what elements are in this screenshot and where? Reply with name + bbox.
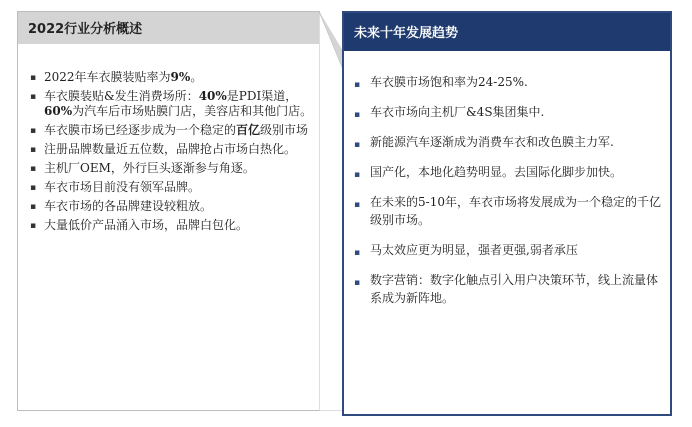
overview-item-text: 车衣膜装贴&发生消费场所： [44,89,199,103]
trend-list-item [354,133,666,151]
bullet-square-icon: ▪ [354,170,361,180]
trend-list-item [354,163,666,181]
trend-list-item [354,73,666,91]
trend-item-text: 数字营销：数字化触点引入用户决策环节，线上流量体系成为新阵地。 [370,273,659,305]
overview-highlight-text: 9% [170,70,191,84]
trend-item-text: 车衣市场向主机厂&4S集团集中. [370,105,545,119]
overview-item-text: 。 [190,70,203,84]
bullet-square-icon: ▪ [354,140,361,150]
overview-item-text: 级别市场 [260,123,309,137]
future-trends-list [354,73,666,319]
bullet-square-icon: ▪ [354,80,361,90]
overview-list-item [30,199,316,214]
overview-list-item [30,161,316,176]
overview-item-text: 主机厂OEM，外行巨头逐渐参与角逐。 [44,161,255,175]
panel-connector-shape [319,11,343,411]
bullet-square-icon: ▪ [354,200,361,210]
trend-item-text: 车衣膜市场饱和率为24-25%. [370,75,528,89]
overview-item-text: 是PDI渠道， [226,89,298,103]
future-trends-panel [342,11,672,416]
trend-item-text: 国产化，本地化趋势明显。去国际化脚步加快。 [370,165,623,179]
overview-item-text: 为汽车后市场贴膜门店，美容店和其他门店。 [72,104,313,118]
overview-item-text: 车衣市场目前没有领军品牌。 [44,180,201,194]
bullet-square-icon: ▪ [354,248,361,258]
bullet-square-icon: ▪ [30,183,37,193]
bullet-square-icon: ▪ [30,126,37,136]
overview-item-text: 车衣膜市场已经逐步成为一个稳定的 [44,123,237,137]
trend-item-text: 马太效应更为明显，强者更强,弱者承压 [370,243,578,257]
overview-item-text: 2022年车衣膜装贴率为 [44,70,171,84]
overview-list-item [30,70,316,85]
trend-list-item [354,103,666,121]
trend-list-item [354,271,666,307]
trend-item-text: 新能源汽车逐渐成为消费车衣和改色膜主力军. [370,135,614,149]
industry-overview-list [30,70,316,237]
overview-list-item [30,123,316,138]
trend-list-item [354,193,666,229]
bullet-square-icon: ▪ [30,202,37,212]
bullet-square-icon: ▪ [30,92,37,102]
overview-list-item [30,180,316,195]
overview-highlight-text: 40% [198,89,227,103]
future-trends-title: 未来十年发展趋势 [344,13,670,51]
trend-item-text: 在未来的5-10年，车衣市场将发展成为一个稳定的千亿级别市场。 [370,195,661,227]
overview-list-item [30,89,316,119]
overview-item-text: 大量低价产品涌入市场，品牌白包化。 [44,218,249,232]
overview-item-text: 注册品牌数量近五位数，品牌抢占市场白热化。 [44,142,297,156]
overview-list-item [30,142,316,157]
overview-highlight-text: 60% [44,104,73,118]
bullet-square-icon: ▪ [30,73,37,83]
overview-item-text: 车衣市场的各品牌建设较粗放。 [44,199,213,213]
overview-highlight-text: 百亿 [236,123,261,137]
industry-overview-panel [17,11,320,411]
bullet-square-icon: ▪ [30,221,37,231]
industry-overview-title: 2022行业分析概述 [18,12,319,44]
bullet-square-icon: ▪ [354,110,361,120]
bullet-square-icon: ▪ [354,278,361,288]
bullet-square-icon: ▪ [30,145,37,155]
trend-list-item [354,241,666,259]
overview-list-item [30,218,316,233]
bullet-square-icon: ▪ [30,164,37,174]
